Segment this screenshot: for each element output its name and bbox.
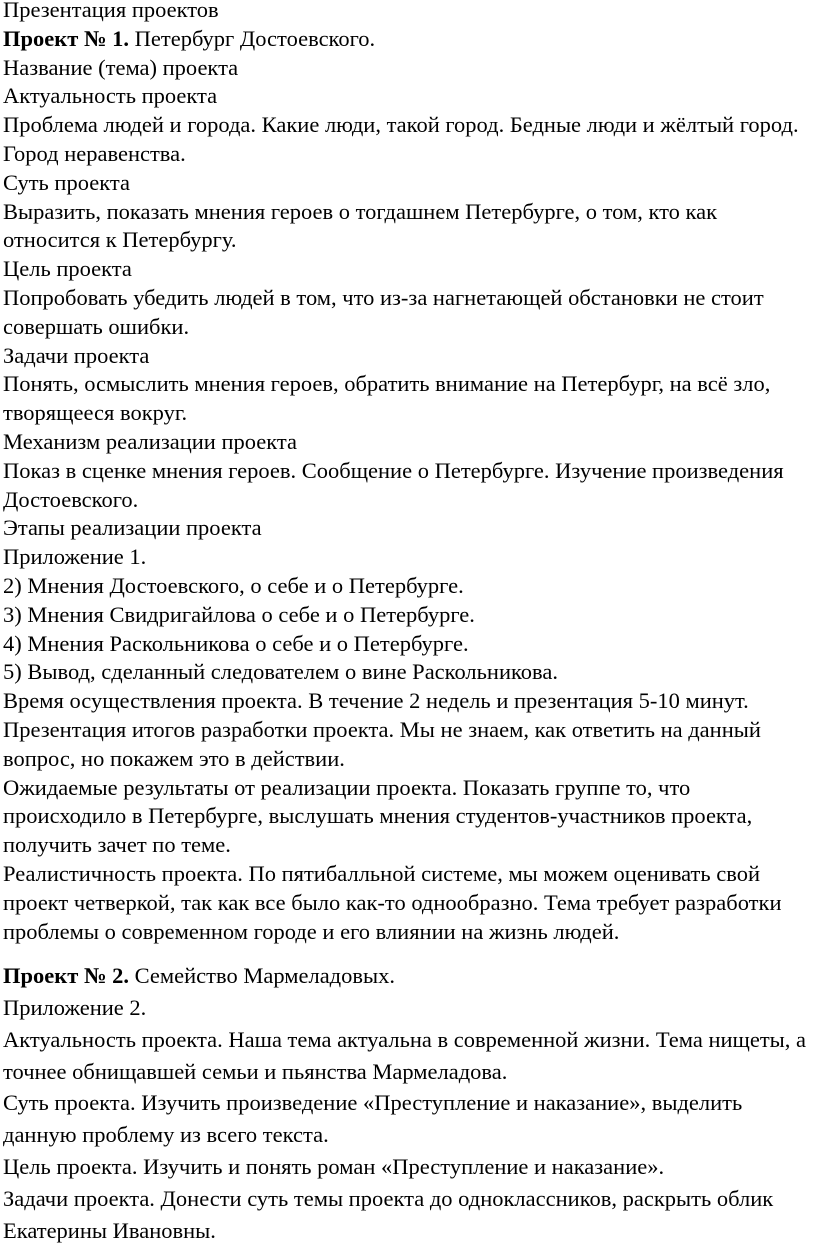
paragraph: Актуальность проекта	[3, 83, 218, 109]
paragraph: Задачи проекта	[3, 342, 150, 368]
paragraph: Реалистичность проекта. По пятибалльной системе, мы можем оценивать свой проект четверкой, так как все было как-то однообразно. Тема требует разработки проблемы о современном городе и его влиянии на жизнь людей.	[3, 860, 782, 944]
project-1-name: Петербург Достоевского.	[129, 25, 376, 51]
project-2-name: Семейство Мармеладовых.	[129, 963, 395, 989]
section-project-1	[3, 0, 816, 946]
paragraph: Время осуществления проекта. В течение 2 недель и презентация 5-10 минут.	[3, 688, 749, 714]
paragraph: Суть проекта	[3, 169, 130, 195]
document-heading: Презентация проектов	[3, 0, 219, 22]
paragraph: Этапы реализации проекта	[3, 515, 262, 541]
project-2-title	[3, 960, 816, 992]
paragraph: Попробовать убедить людей в том, что из-за нагнетающей обстановки не стоит совершать ошибки.	[3, 284, 764, 339]
section-project-2	[3, 960, 816, 1246]
paragraph: Выразить, показать мнения героев о тогдашнем Петербурге, о том, кто как относится к Петербургу.	[3, 198, 718, 253]
paragraph: Понять, осмыслить мнения героев, обратить внимание на Петербург, на всё зло, творящееся вокруг.	[3, 371, 771, 426]
paragraph: Актуальность проекта. Наша тема актуальна в современной жизни. Тема нищеты, а точнее обнищавшей семьи и пьянства Мармеладова.	[3, 1026, 807, 1084]
paragraph: Приложение 1.	[3, 544, 147, 570]
list-item: 4) Мнения Раскольникова о себе и о Петербурге.	[3, 630, 469, 656]
paragraph: Проблема людей и города. Какие люди, такой город. Бедные люди и жёлтый город. Город неравенства.	[3, 112, 799, 166]
project-1-label: Проект № 1.	[3, 25, 130, 51]
project-2-label: Проект № 2.	[3, 963, 130, 989]
paragraph: Цель проекта. Изучить и понять роман «Преступление и наказание».	[3, 1154, 665, 1180]
paragraph: Задачи проекта. Донести суть темы проекта до одноклассников, раскрыть облик Екатерины Ивановны.	[3, 1185, 774, 1243]
list-item: 2) Мнения Достоевского, о себе и о Петербурге.	[3, 572, 464, 598]
section-spacer	[3, 946, 816, 960]
paragraph: Суть проекта. Изучить произведение «Преступление и наказание», выделить данную проблему из всего текста.	[3, 1090, 743, 1148]
paragraph: Показ в сценке мнения героев. Сообщение о Петербурге. Изучение произведения Достоевского.	[3, 457, 784, 512]
paragraph: Механизм реализации проекта	[3, 428, 297, 454]
paragraph: Презентация итогов разработки проекта. Мы не знаем, как ответить на данный вопрос, но покажем это в действии.	[3, 716, 761, 771]
project-1-title	[3, 25, 816, 54]
list-item: 3) Мнения Свидригайлова о себе и о Петербурге.	[3, 601, 475, 627]
paragraph: Приложение 2.	[3, 995, 147, 1021]
paragraph: Цель проекта	[3, 256, 132, 282]
list-item: 5) Вывод, сделанный следователем о вине Раскольникова.	[3, 659, 558, 685]
paragraph: Ожидаемые результаты от реализации проекта. Показать группе то, что происходило в Петербурге, выслушать мнения студентов-участников проекта, получить зачет по теме.	[3, 774, 753, 858]
paragraph: Название (тема) проекта	[3, 54, 239, 80]
